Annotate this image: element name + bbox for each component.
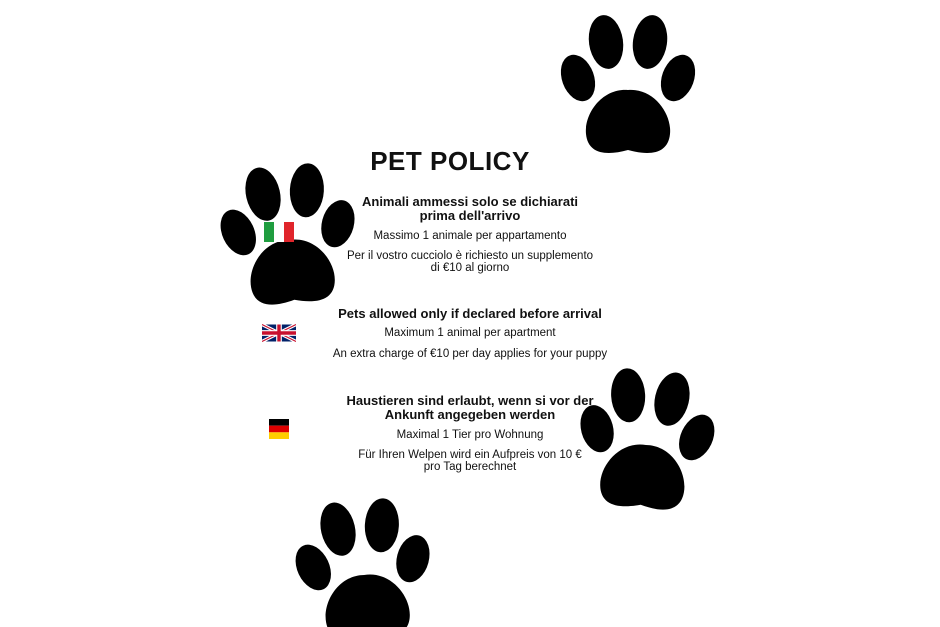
uk-flag-icon: [262, 323, 296, 343]
policy-limit: Maximal 1 Tier pro Wohnung: [396, 429, 544, 441]
policy-fee: An extra charge of €10 per day applies for your puppy: [332, 348, 608, 360]
policy-heading: prima dell'arrivo: [419, 208, 521, 223]
paw-print-icon: [555, 13, 701, 153]
policy-fee: di €10 al giorno: [430, 262, 510, 274]
policy-fee: pro Tag berechnet: [423, 461, 517, 473]
paw-print-icon: [284, 492, 442, 627]
policy-heading: Pets allowed only if declared before arrival: [338, 306, 602, 321]
policy-heading: Animali ammessi solo se dichiarati: [361, 194, 579, 209]
page-title: PET POLICY: [370, 146, 530, 176]
policy-limit: Massimo 1 animale per appartamento: [373, 230, 567, 242]
policy-fee: Per il vostro cucciolo è richiesto un supplemento: [346, 250, 594, 262]
policy-fee: Für Ihren Welpen wird ein Aufpreis von 10 €: [358, 449, 582, 461]
germany-flag-icon: [262, 419, 296, 439]
policy-heading: Haustieren sind erlaubt, wenn si vor der: [346, 393, 594, 408]
policy-limit: Maximum 1 animal per apartment: [384, 327, 556, 339]
policy-heading: Ankunft angegeben werden: [384, 407, 556, 422]
italy-flag-icon: [262, 222, 296, 242]
